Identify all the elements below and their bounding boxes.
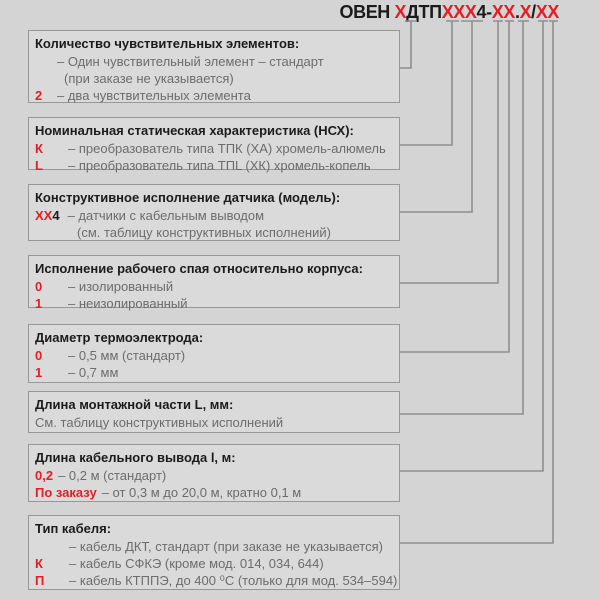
option-description: (при заказе не указывается) <box>64 71 234 86</box>
option-description: – Один чувствительный элемент – стандарт <box>57 54 324 69</box>
spec-row <box>35 414 391 431</box>
option-description: – кабель СФКЭ (кроме мод. 014, 034, 644) <box>69 556 324 571</box>
spec-row <box>35 87 391 104</box>
option-code: 2 <box>35 88 43 103</box>
spec-box-title: Тип кабеля: <box>35 521 112 536</box>
spec-row <box>35 140 391 157</box>
option-code <box>35 53 57 70</box>
option-description: – изолированный <box>68 279 174 294</box>
spec-row <box>35 278 391 295</box>
spec-row <box>35 295 391 312</box>
spec-box-title: Длина монтажной части L, мм: <box>35 397 234 412</box>
option-description: – 0,2 м (стандарт) <box>58 468 167 483</box>
spec-row <box>35 224 391 241</box>
spec-row <box>35 53 391 70</box>
option-description: – неизолированный <box>68 296 188 311</box>
spacer <box>60 207 68 224</box>
option-code: 1 <box>35 296 43 311</box>
spec-box-sensor-design-model <box>28 184 400 241</box>
model-code-segment: ХХХ <box>441 2 477 22</box>
option-description: – датчики с кабельным выводом <box>67 208 265 223</box>
model-code-segment: ХХ <box>491 2 515 22</box>
option-description: – преобразователь типа ТПК (ХА) хромель-алюмель <box>68 141 386 156</box>
option-code-fixed-part: 4 <box>52 208 60 223</box>
model-code-segment: ОВЕН <box>339 2 395 22</box>
connector-sensing-elements-count <box>400 21 417 68</box>
option-description: См. таблицу конструктивных исполнений <box>35 415 284 430</box>
spec-row <box>35 207 391 224</box>
spec-row <box>35 157 391 174</box>
spec-box-title: Длина кабельного вывода l, м: <box>35 450 236 465</box>
option-code: 0,2 <box>35 468 54 483</box>
option-code: L <box>35 158 43 173</box>
spec-row <box>35 484 391 501</box>
spec-row <box>35 538 391 555</box>
spec-box-mounting-part-length <box>28 391 400 433</box>
connector-thermoelectrode-diameter <box>400 21 514 352</box>
option-code: К <box>35 556 43 571</box>
option-description: – 0,5 мм (стандарт) <box>68 348 186 363</box>
option-code: По заказу <box>35 485 97 500</box>
spec-box-title: Номинальная статическая характеристика (НСХ): <box>35 123 354 138</box>
option-code: К <box>35 141 43 156</box>
option-description: – кабель ДКТ, стандарт (при заказе не указывается) <box>69 539 383 554</box>
option-description: – от 0,3 м до 20,0 м, кратно 0,1 м <box>101 485 302 500</box>
connector-nominal-static-characteristic <box>400 21 459 145</box>
connector-cable-lead-length <box>400 21 548 471</box>
option-code: П <box>35 573 45 588</box>
spec-box-title: Диаметр термоэлектрода: <box>35 330 204 345</box>
model-code-segment: ХХ <box>535 2 559 22</box>
spec-row <box>35 70 391 87</box>
option-description: – преобразователь типа ТПL (ХК) хромель-копель <box>68 158 371 173</box>
spec-box-cable-type <box>28 515 400 590</box>
spec-box-title: Конструктивное исполнение датчика (модель): <box>35 190 341 205</box>
model-code-segment: / <box>531 2 536 22</box>
spec-box-title: Количество чувствительных элементов: <box>35 36 300 51</box>
spec-row <box>35 347 391 364</box>
option-code: 0 <box>35 279 43 294</box>
connector-cable-type <box>400 21 558 543</box>
spec-row <box>35 364 391 381</box>
option-description: – два чувствительных элемента <box>57 88 251 103</box>
model-code-segment: . <box>514 2 520 22</box>
option-description: (см. таблицу конструктивных исполнений) <box>77 225 331 240</box>
option-description: – кабель КТППЭ, до 400 ⁰С (только для мод. 534–594) <box>69 573 398 588</box>
model-code-segment: Х <box>394 2 407 22</box>
spec-row <box>35 467 391 484</box>
option-description: – 0,7 мм <box>68 365 119 380</box>
option-code: ХХ <box>35 208 53 223</box>
spec-box-cable-lead-length <box>28 444 400 502</box>
model-code-segment: 4- <box>476 2 492 22</box>
spec-box-thermoelectrode-diameter <box>28 324 400 383</box>
spec-box-working-junction-type <box>28 255 400 311</box>
spec-box-sensing-elements-count <box>28 30 400 103</box>
connector-sensor-design-model <box>400 21 483 212</box>
option-code: 1 <box>35 365 43 380</box>
spec-row <box>35 555 391 572</box>
model-code-segment: ДТП <box>406 2 442 22</box>
option-code <box>35 538 69 555</box>
option-code: 0 <box>35 348 43 363</box>
spec-row <box>35 572 398 589</box>
model-code-segment: Х <box>519 2 532 22</box>
spec-box-nominal-static-characteristic <box>28 117 400 173</box>
spec-box-title: Исполнение рабочего спая относительно корпуса: <box>35 261 363 276</box>
